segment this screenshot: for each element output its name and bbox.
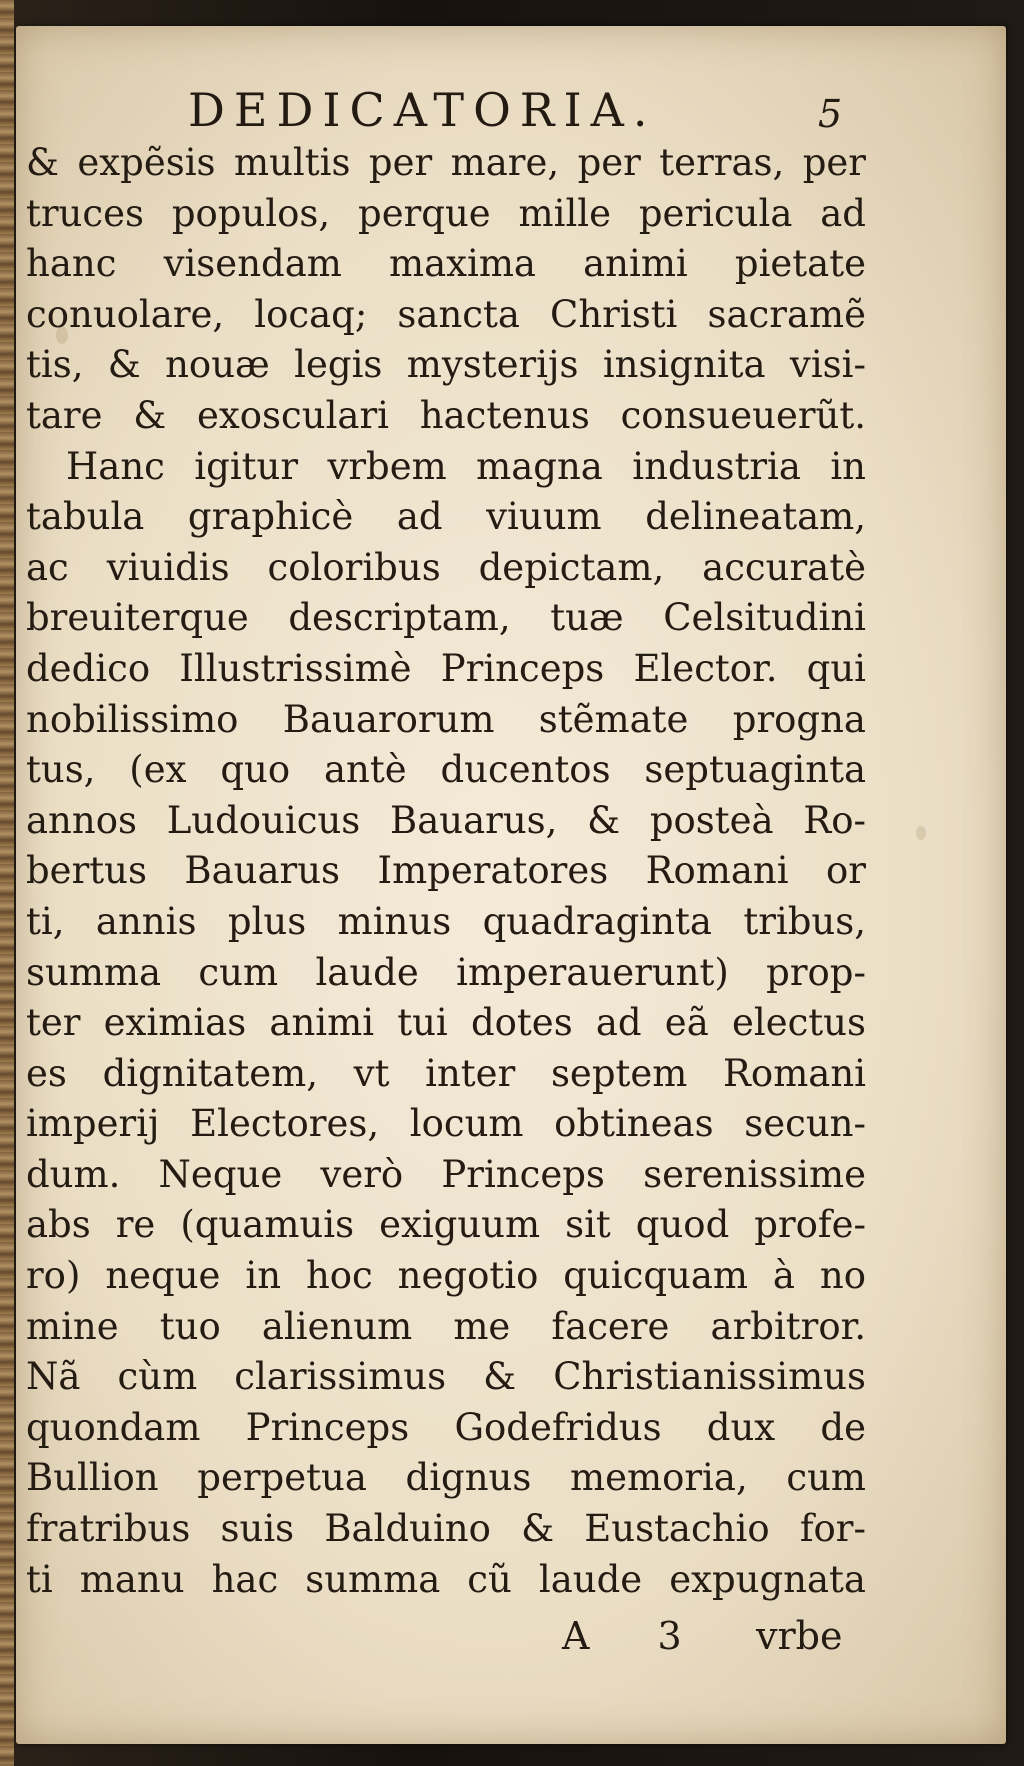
paragraph-start-line: Hanc igitur vrbem magna industria in — [66, 444, 866, 488]
text-line: ac viuidis coloribus depictam, accuratè — [26, 545, 866, 589]
text-line: nobilissimo Bauarorum stẽmate progna — [26, 697, 866, 741]
running-title: DEDICATORIA. — [188, 83, 657, 137]
text-line: imperij Electores, locum obtineas secun- — [26, 1102, 866, 1146]
text-line: ro) neque in hoc negotio quicquam à no — [26, 1254, 866, 1298]
text-line: ti manu hac summa cũ laude expugnata — [26, 1557, 866, 1601]
page-foot — [0, 1608, 1024, 1664]
text-line: breuiterque descriptam, tuæ Celsitudini — [26, 596, 866, 640]
text-line: conuolare, locaq; sancta Christi sacramẽ — [26, 292, 866, 336]
text-line: summa cum laude imperauerunt) prop- — [26, 950, 866, 994]
foxing-spot — [916, 826, 926, 840]
text-line: fratribus suis Balduino & Eustachio for- — [26, 1507, 866, 1551]
binding-edge — [0, 0, 14, 1766]
body-text — [26, 138, 866, 1605]
text-line: ter eximias animi tui dotes ad eã electus — [26, 1001, 866, 1045]
text-line: mine tuo alienum me facere arbitror. — [26, 1304, 866, 1348]
text-line: dum. Neque verò Princeps serenissime — [26, 1152, 866, 1196]
text-line: Nã cùm clarissimus & Christianissimus — [26, 1355, 866, 1399]
text-line: tis, & nouæ legis mysterijs insignita visi- — [26, 343, 866, 387]
text-line: truces populos, perque mille pericula ad — [26, 191, 866, 235]
text-line: & expẽsis multis per mare, per terras, per — [26, 141, 866, 184]
text-line: tare & exosculari hactenus consueuerũt. — [26, 393, 866, 437]
page-number: 5 — [818, 92, 843, 136]
text-line: bertus Bauarus Imperatores Romani or — [26, 849, 866, 893]
text-line: es dignitatem, vt inter septem Romani — [26, 1051, 866, 1095]
signature-mark: A 3 — [562, 1614, 710, 1658]
text-line: Bullion perpetua dignus memoria, cum — [26, 1456, 866, 1500]
text-line: tus, (ex quo antè ducentos septuaginta — [26, 748, 866, 792]
text-line: annos Ludouicus Bauarus, & posteà Ro- — [26, 798, 866, 842]
text-line: dedico Illustrissimè Princeps Elector. qui — [26, 646, 866, 690]
catchword: vrbe — [756, 1614, 843, 1658]
text-line: ti, annis plus minus quadraginta tribus, — [26, 899, 866, 943]
text-line: abs re (quamuis exiguum sit quod profe- — [26, 1203, 866, 1247]
text-line: tabula graphicè ad viuum delineatam, — [26, 495, 866, 539]
text-line: quondam Princeps Godefridus dux de — [26, 1405, 866, 1449]
text-line: hanc visendam maxima animi pietate — [26, 242, 866, 286]
running-head — [0, 82, 1024, 142]
